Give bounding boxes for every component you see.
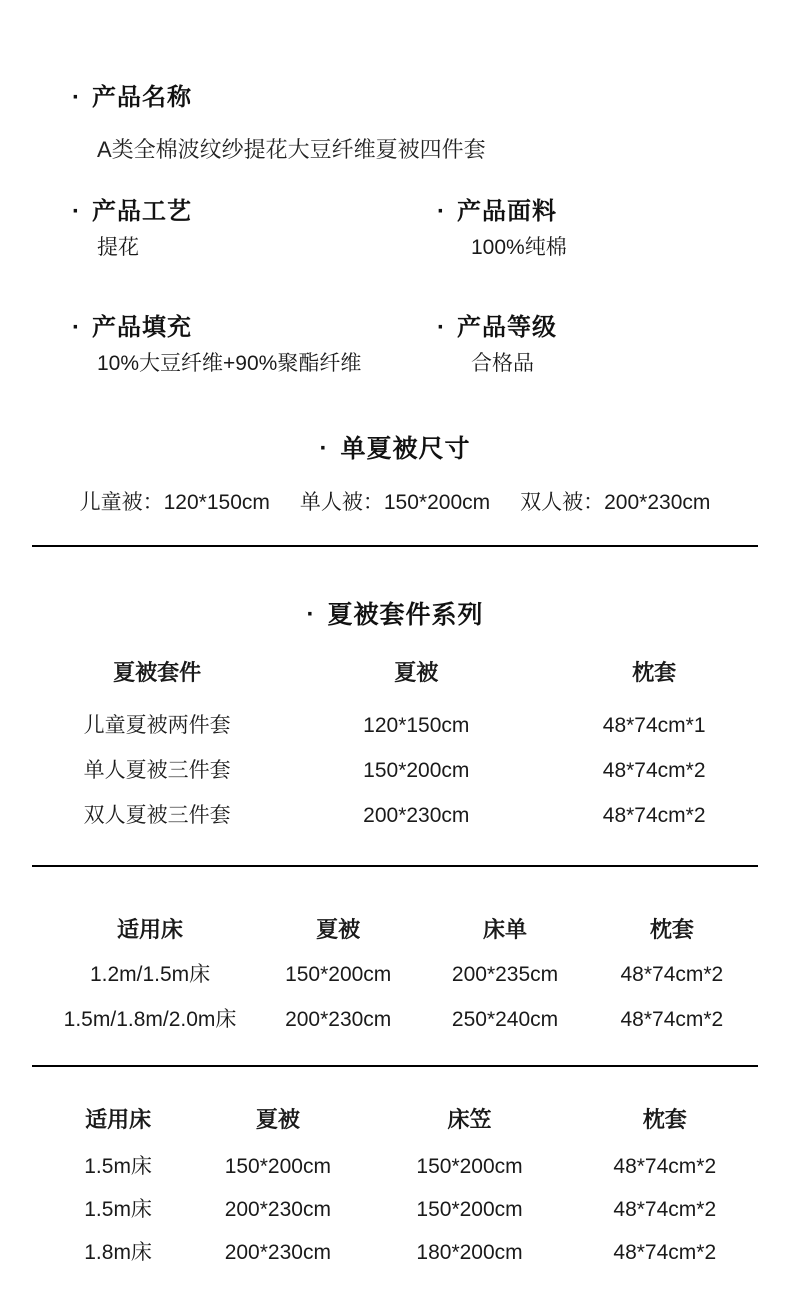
size-item-value: 120*150cm [163, 491, 270, 514]
table-body [40, 713, 750, 828]
column-header: 夏被套件 [113, 660, 202, 685]
size-item-value: 150*200cm [383, 491, 491, 514]
field-craft-heading [72, 197, 437, 227]
size-item-double [520, 490, 710, 516]
table-cell: 1.2m/1.5m床 [89, 963, 211, 986]
size-item-label: 儿童被： [79, 491, 164, 514]
product-name-label: 产品名称 [92, 84, 192, 111]
bullet-icon: · [319, 435, 329, 462]
section-divider [32, 865, 758, 867]
info-row-filling-grade [72, 313, 750, 377]
field-craft [72, 197, 437, 261]
field-filling-value: 10%大豆纤维+90%聚酯纤维 [97, 352, 362, 375]
field-filling [72, 313, 437, 377]
column-header: 枕套 [632, 660, 677, 685]
bullet-icon: · [437, 314, 446, 341]
table-cell: 48*74cm*2 [602, 804, 706, 827]
table-cell: 48*74cm*1 [602, 714, 706, 737]
table-cell: 1.5m/1.8m/2.0m床 [63, 1008, 237, 1031]
table-header-row [40, 1107, 750, 1132]
bullet-icon: · [72, 84, 81, 111]
bed-sheet-table [0, 917, 790, 1032]
product-name-value: A类全棉波纹纱提花大豆纤维夏被四件套 [97, 137, 486, 162]
table-cell: 48*74cm*2 [613, 1155, 717, 1178]
table-cell: 单人夏被三件套 [83, 759, 231, 782]
table-cell: 150*200cm [224, 1155, 331, 1178]
product-info-section [0, 0, 790, 377]
column-header: 夏被 [316, 917, 361, 942]
section-divider [32, 1065, 758, 1067]
table-cell: 48*74cm*2 [613, 1241, 717, 1264]
field-grade-value: 合格品 [471, 352, 534, 375]
table-cell: 120*150cm [363, 714, 470, 737]
info-row-craft-fabric [72, 197, 750, 261]
table-header-row [40, 917, 750, 942]
field-fabric-heading [437, 197, 750, 227]
field-filling-heading [72, 313, 437, 343]
table-cell: 200*230cm [224, 1241, 331, 1264]
table-cell: 150*200cm [416, 1198, 523, 1221]
column-header: 适用床 [117, 917, 184, 942]
bullet-icon: · [72, 314, 81, 341]
field-grade [437, 313, 750, 377]
table-cell: 双人夏被三件套 [83, 804, 231, 827]
section-divider [32, 545, 758, 547]
column-header: 枕套 [642, 1107, 687, 1132]
table-cell: 150*200cm [285, 963, 392, 986]
quilt-set-series-title [0, 600, 790, 630]
bullet-icon: · [306, 601, 316, 628]
table-cell: 200*230cm [363, 804, 470, 827]
table-cell: 200*235cm [451, 963, 559, 986]
single-quilt-sizes-row [0, 490, 790, 516]
column-header: 床笠 [447, 1107, 492, 1132]
quilt-set-series-table [0, 660, 790, 828]
table-cell: 48*74cm*2 [620, 963, 724, 986]
product-name-heading [72, 83, 750, 113]
table-cell: 150*200cm [416, 1155, 523, 1178]
table-cell: 儿童夏被两件套 [83, 714, 231, 737]
table-cell: 1.5m床 [84, 1155, 152, 1178]
column-header: 适用床 [85, 1107, 152, 1132]
size-item-label: 单人被： [299, 491, 384, 514]
fitted-sheet-table [0, 1107, 790, 1265]
table-cell: 48*74cm*2 [613, 1198, 717, 1221]
table-cell: 250*240cm [451, 1008, 559, 1031]
column-header: 夏被 [394, 660, 439, 685]
table-cell: 48*74cm*2 [620, 1008, 724, 1031]
size-item-value: 200*230cm [604, 491, 711, 514]
table-cell: 1.5m床 [84, 1198, 152, 1221]
field-filling-label: 产品填充 [92, 314, 192, 341]
field-craft-value: 提花 [97, 236, 139, 259]
column-header: 床单 [483, 917, 528, 942]
field-grade-label: 产品等级 [457, 314, 557, 341]
field-fabric [437, 197, 750, 261]
single-quilt-sizes-title [0, 434, 790, 464]
column-header: 枕套 [649, 917, 694, 942]
table-body [40, 1154, 750, 1265]
table-cell: 48*74cm*2 [602, 759, 706, 782]
field-grade-heading [437, 313, 750, 343]
single-quilt-sizes-title-text: 单夏被尺寸 [340, 435, 471, 463]
size-item-single [300, 490, 490, 516]
field-fabric-value: 100%纯棉 [471, 236, 567, 259]
size-item-label: 双人被： [520, 491, 605, 514]
bullet-icon: · [437, 198, 446, 225]
field-craft-label: 产品工艺 [92, 198, 192, 225]
table-cell: 180*200cm [416, 1241, 523, 1264]
bullet-icon: · [72, 198, 81, 225]
field-fabric-label: 产品面料 [457, 198, 557, 225]
table-body [40, 962, 750, 1032]
column-header: 夏被 [255, 1107, 300, 1132]
table-cell: 150*200cm [363, 759, 470, 782]
table-cell: 1.8m床 [84, 1241, 152, 1264]
quilt-set-series-title-text: 夏被套件系列 [327, 601, 484, 629]
table-header-row [40, 660, 750, 685]
table-cell: 200*230cm [224, 1198, 331, 1221]
size-item-child [80, 490, 270, 516]
table-cell: 200*230cm [285, 1008, 392, 1031]
